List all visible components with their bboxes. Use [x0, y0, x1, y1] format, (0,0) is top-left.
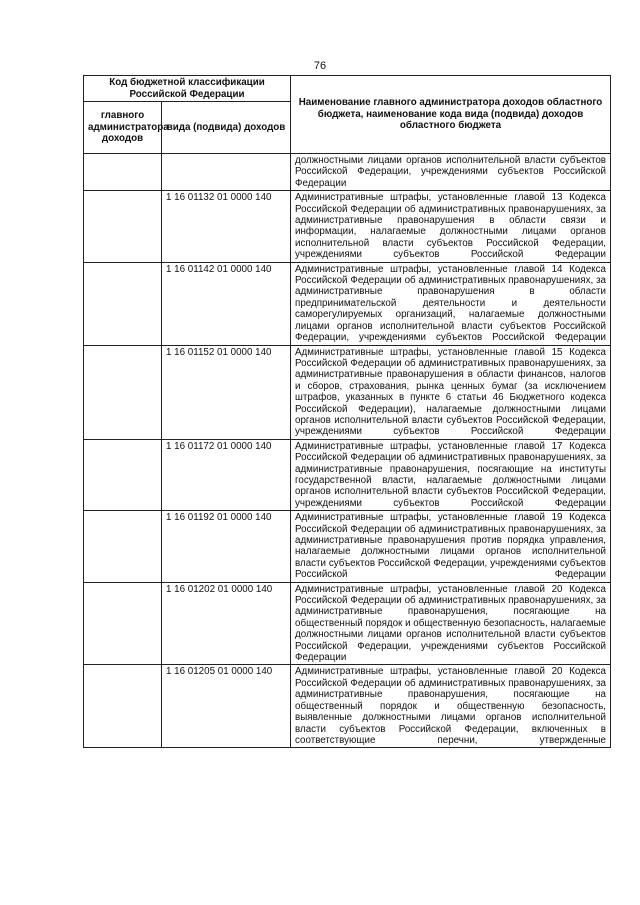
table-row	[84, 582, 611, 665]
income-code-cell: 1 16 01205 01 0000 140	[162, 665, 291, 748]
header-classification-code: Код бюджетной классификации Российской Федерации	[84, 76, 291, 102]
admin-code-cell	[84, 191, 162, 262]
header-name: Наименование главного администратора доходов областного бюджета, наименование кода вида (подвида) доходов областного бюджета	[291, 76, 611, 154]
admin-code-cell	[84, 345, 162, 439]
table-row	[84, 191, 611, 262]
income-code-cell: 1 16 01202 01 0000 140	[162, 582, 291, 665]
income-code-cell: 1 16 01192 01 0000 140	[162, 511, 291, 582]
description-cell: Административные штрафы, установленные главой 14 Кодекса Российской Федерации об административных правонарушениях, за административные правонарушения в области предпринимательской деятельности и деятельности саморегулируемых организаций, налагаемые должностными лицами органов исполнительной власти субъектов Российской Федерации, учреждениями субъектов Российской Федерации	[291, 262, 611, 345]
header-admin-code: главного администратора доходов	[84, 102, 162, 154]
table-row	[84, 154, 611, 191]
income-code-cell: 1 16 01172 01 0000 140	[162, 439, 291, 510]
table-row	[84, 439, 611, 510]
income-code-cell: 1 16 01152 01 0000 140	[162, 345, 291, 439]
description-cell: Административные штрафы, установленные главой 13 Кодекса Российской Федерации об административных правонарушениях, за административные правонарушения в области связи и информации, налагаемые должностными лицами органов исполнительной власти субъектов Российской Федерации, учреждениями субъектов Российской Федерации	[291, 191, 611, 262]
page-number: 76	[313, 60, 327, 72]
table-row	[84, 665, 611, 748]
admin-code-cell	[84, 665, 162, 748]
description-cell: Административные штрафы, установленные главой 20 Кодекса Российской Федерации об административных правонарушениях, за административные правонарушения, посягающие на общественный порядок и общественную безопасность, выявленные должностными лицами органов исполнительной власти субъектов Российской Федерации, включенных в соответствующие перечни, утвержденные	[291, 665, 611, 748]
budget-classification-table	[83, 75, 611, 748]
header-income-code: вида (подвида) доходов	[162, 102, 291, 154]
description-cell: Административные штрафы, установленные главой 20 Кодекса Российской Федерации об административных правонарушениях, за административные правонарушения, посягающие на общественный порядок и общественную безопасность, налагаемые должностными лицами органов исполнительной власти субъектов Российской Федерации, учреждениями субъектов Российской Федерации	[291, 582, 611, 665]
admin-code-cell	[84, 511, 162, 582]
admin-code-cell	[84, 262, 162, 345]
description-cell: Административные штрафы, установленные главой 17 Кодекса Российской Федерации об административных правонарушениях, за административные правонарушения, посягающие на институты государственной власти, налагаемые должностными лицами органов исполнительной власти субъектов Российской Федерации, учреждениями субъектов Российской Федерации	[291, 439, 611, 510]
table-row	[84, 345, 611, 439]
income-code-cell	[162, 154, 291, 191]
income-code-cell: 1 16 01142 01 0000 140	[162, 262, 291, 345]
description-cell: Административные штрафы, установленные главой 15 Кодекса Российской Федерации об административных правонарушениях, за административные правонарушения в области финансов, налогов и сборов, страхования, рынка ценных бумаг (за исключением штрафов, указанных в пункте 6 статьи 46 Бюджетного кодекса Российской Федерации), налагаемые должностными лицами органов исполнительной власти субъектов Российской Федерации, учреждениями субъектов Российской Федерации	[291, 345, 611, 439]
description-cell: должностными лицами органов исполнительной власти субъектов Российской Федерации, учреждениями субъектов Российской Федерации	[291, 154, 611, 191]
admin-code-cell	[84, 439, 162, 510]
income-code-cell: 1 16 01132 01 0000 140	[162, 191, 291, 262]
description-cell: Административные штрафы, установленные главой 19 Кодекса Российской Федерации об административных правонарушениях, за административные правонарушения против порядка управления, налагаемые должностными лицами органов исполнительной власти субъектов Российской Федерации, учреждениями субъектов Российской Федерации	[291, 511, 611, 582]
table-row	[84, 262, 611, 345]
admin-code-cell	[84, 154, 162, 191]
admin-code-cell	[84, 582, 162, 665]
table-row	[84, 511, 611, 582]
